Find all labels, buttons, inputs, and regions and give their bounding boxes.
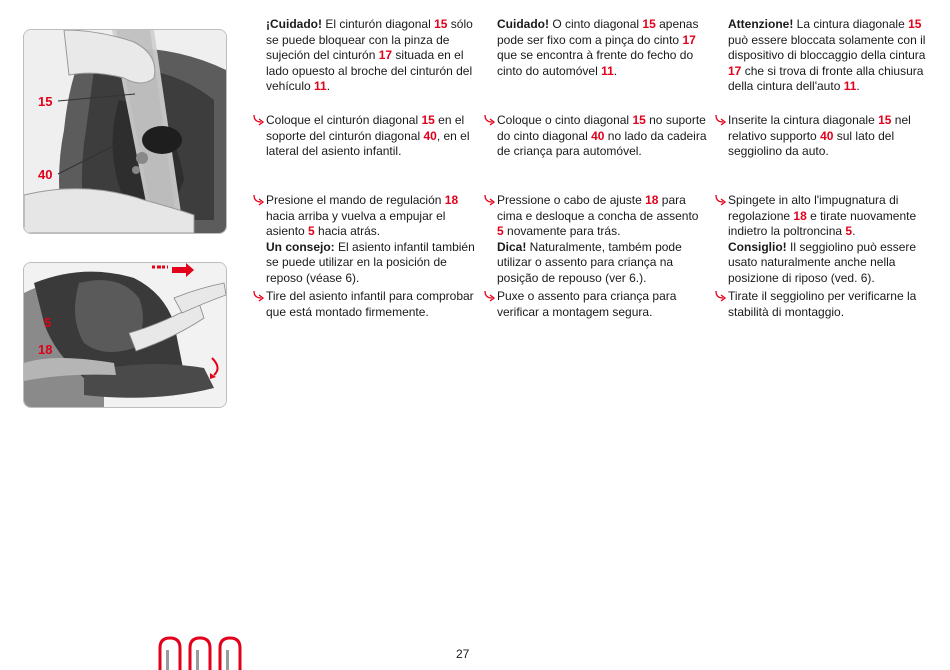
ref-number: 11	[601, 63, 614, 78]
illustration-belt-through-holder	[24, 30, 226, 233]
step-item	[497, 193, 707, 286]
step-item	[266, 193, 476, 286]
text-span: sólo se puede bloquear con la pinza de sujeción del cinturón	[266, 17, 473, 62]
figure-adjust-handle	[23, 262, 227, 408]
text-span: .	[613, 63, 618, 78]
ref-number: 15	[908, 17, 922, 31]
hook-arrow-icon	[253, 114, 264, 126]
warning-paragraph	[497, 17, 707, 79]
ref-number: 11	[314, 79, 327, 93]
ref-number: 18	[793, 208, 807, 223]
step-item	[728, 193, 938, 286]
ref-number: 15	[434, 17, 448, 31]
text-span: Puxe o assento para criança para verificar a montagem segura.	[497, 289, 677, 319]
step-item	[497, 113, 707, 160]
ref-number: 18	[645, 193, 659, 207]
text-span: Pressione o cabo de ajuste	[497, 193, 646, 207]
step-item	[266, 289, 476, 320]
text-span: Presione el mando de regulación	[266, 193, 445, 207]
figure-belt-holder	[23, 29, 227, 234]
ref-number: 15	[642, 17, 656, 31]
step-item	[728, 289, 938, 320]
page-number: 27	[456, 647, 470, 661]
ref-number: 17	[728, 63, 742, 78]
hook-arrow-icon	[253, 194, 264, 206]
text-span: que se encontra à frente do fecho do cinto do automóvel	[497, 48, 694, 78]
text-span: che si trova di fronte alla chiusura della cintura dell'auto	[728, 63, 924, 93]
tip-text: Naturalmente, também pode utilizar o assento para criança na posição de repouso (ver 6.).	[497, 239, 682, 285]
ref-number: 18	[444, 193, 459, 207]
text-span: O cinto diagonal	[549, 17, 643, 31]
step-item	[266, 113, 476, 160]
callout-5: 5	[44, 315, 52, 330]
ref-number: 5	[497, 224, 504, 238]
callout-15: 15	[38, 94, 53, 109]
text-span: no suporte do cinto diagonal	[497, 113, 706, 143]
tip-title: Dica!	[497, 239, 527, 254]
text-span: no lado da cadeira de criança para automóvel.	[497, 128, 707, 158]
warning-paragraph	[728, 17, 938, 95]
ref-number: 15	[632, 113, 646, 127]
text-span: en el soporte del cinturón diagonal	[266, 113, 465, 143]
text-span: nel relativo supporto	[728, 113, 911, 143]
text-span: novamente para trás.	[503, 224, 621, 238]
step-item	[497, 289, 707, 320]
ref-number: 15	[421, 113, 435, 127]
illustration-seat-adjustment	[24, 263, 226, 407]
callout-18: 18	[38, 342, 53, 357]
hook-arrow-icon	[484, 114, 495, 126]
hook-arrow-icon	[484, 290, 495, 302]
text-span: .	[326, 79, 331, 93]
warning-paragraph	[266, 17, 476, 95]
text-span: può essere bloccata solamente con il dispositivo di bloccaggio della cintura	[728, 32, 926, 62]
ref-number: 40	[423, 128, 437, 143]
ref-number: 5	[845, 224, 853, 238]
callout-40: 40	[38, 167, 53, 182]
text-span: hacia atrás.	[314, 224, 381, 238]
text-span: , en el lateral del asiento infantil.	[266, 128, 470, 158]
text-span: Tire del asiento infantil para comprobar que está montado firmemente.	[266, 289, 474, 319]
text-span: .	[852, 224, 856, 238]
text-span: situada en el lado opuesto al broche del cinturón del vehículo	[266, 48, 473, 93]
hook-arrow-icon	[484, 194, 495, 206]
text-span: Coloque el cinturón diagonal	[266, 113, 422, 127]
step-item	[728, 113, 938, 160]
ref-number: 40	[591, 128, 605, 143]
ref-number: 15	[878, 113, 892, 127]
text-span: Spingete in alto l'impugnatura di regolazione	[728, 193, 899, 223]
ref-number: 17	[682, 32, 696, 47]
hook-arrow-icon	[715, 290, 726, 302]
ref-number: 17	[378, 48, 393, 62]
text-span: hacia arriba y vuelva a empujar el asiento	[266, 208, 446, 238]
ref-number: 11	[843, 79, 857, 93]
tip-text: Il seggiolino può essere usato naturalmente anche nella posizione di riposo (ved. 6).	[728, 239, 917, 285]
warning-title: Attenzione!	[728, 17, 794, 31]
hook-arrow-icon	[253, 290, 264, 302]
tip-text: El asiento infantil también se puede utilizar en la posición de reposo (véase 6).	[266, 239, 475, 285]
ref-number: 5	[308, 224, 315, 238]
tip-title: Consiglio!	[728, 239, 787, 254]
tip-title: Un consejo:	[266, 239, 335, 254]
text-span: Inserite la cintura diagonale	[728, 113, 879, 127]
text-span: El cinturón diagonal	[322, 17, 435, 31]
seat-silhouettes-logo	[156, 634, 246, 670]
text-span: Coloque o cinto diagonal	[497, 113, 633, 127]
warning-title: Cuidado!	[497, 17, 549, 31]
text-span: para cima e desloque a concha de assento	[497, 193, 699, 223]
text-span: Tirate il seggiolino per verificarne la stabilità di montaggio.	[728, 289, 917, 319]
ref-number: 40	[820, 128, 834, 143]
text-span: La cintura diagonale	[793, 17, 909, 31]
text-span: sul lato del seggiolino da auto.	[728, 128, 895, 158]
hook-arrow-icon	[715, 114, 726, 126]
hook-arrow-icon	[715, 194, 726, 206]
text-span: .	[856, 79, 860, 93]
text-span: e tirate nuovamente indietro la poltroncina	[728, 208, 917, 238]
text-span: apenas pode ser fixo com a pinça do cinto	[497, 17, 699, 47]
warning-title: ¡Cuidado!	[266, 17, 322, 31]
